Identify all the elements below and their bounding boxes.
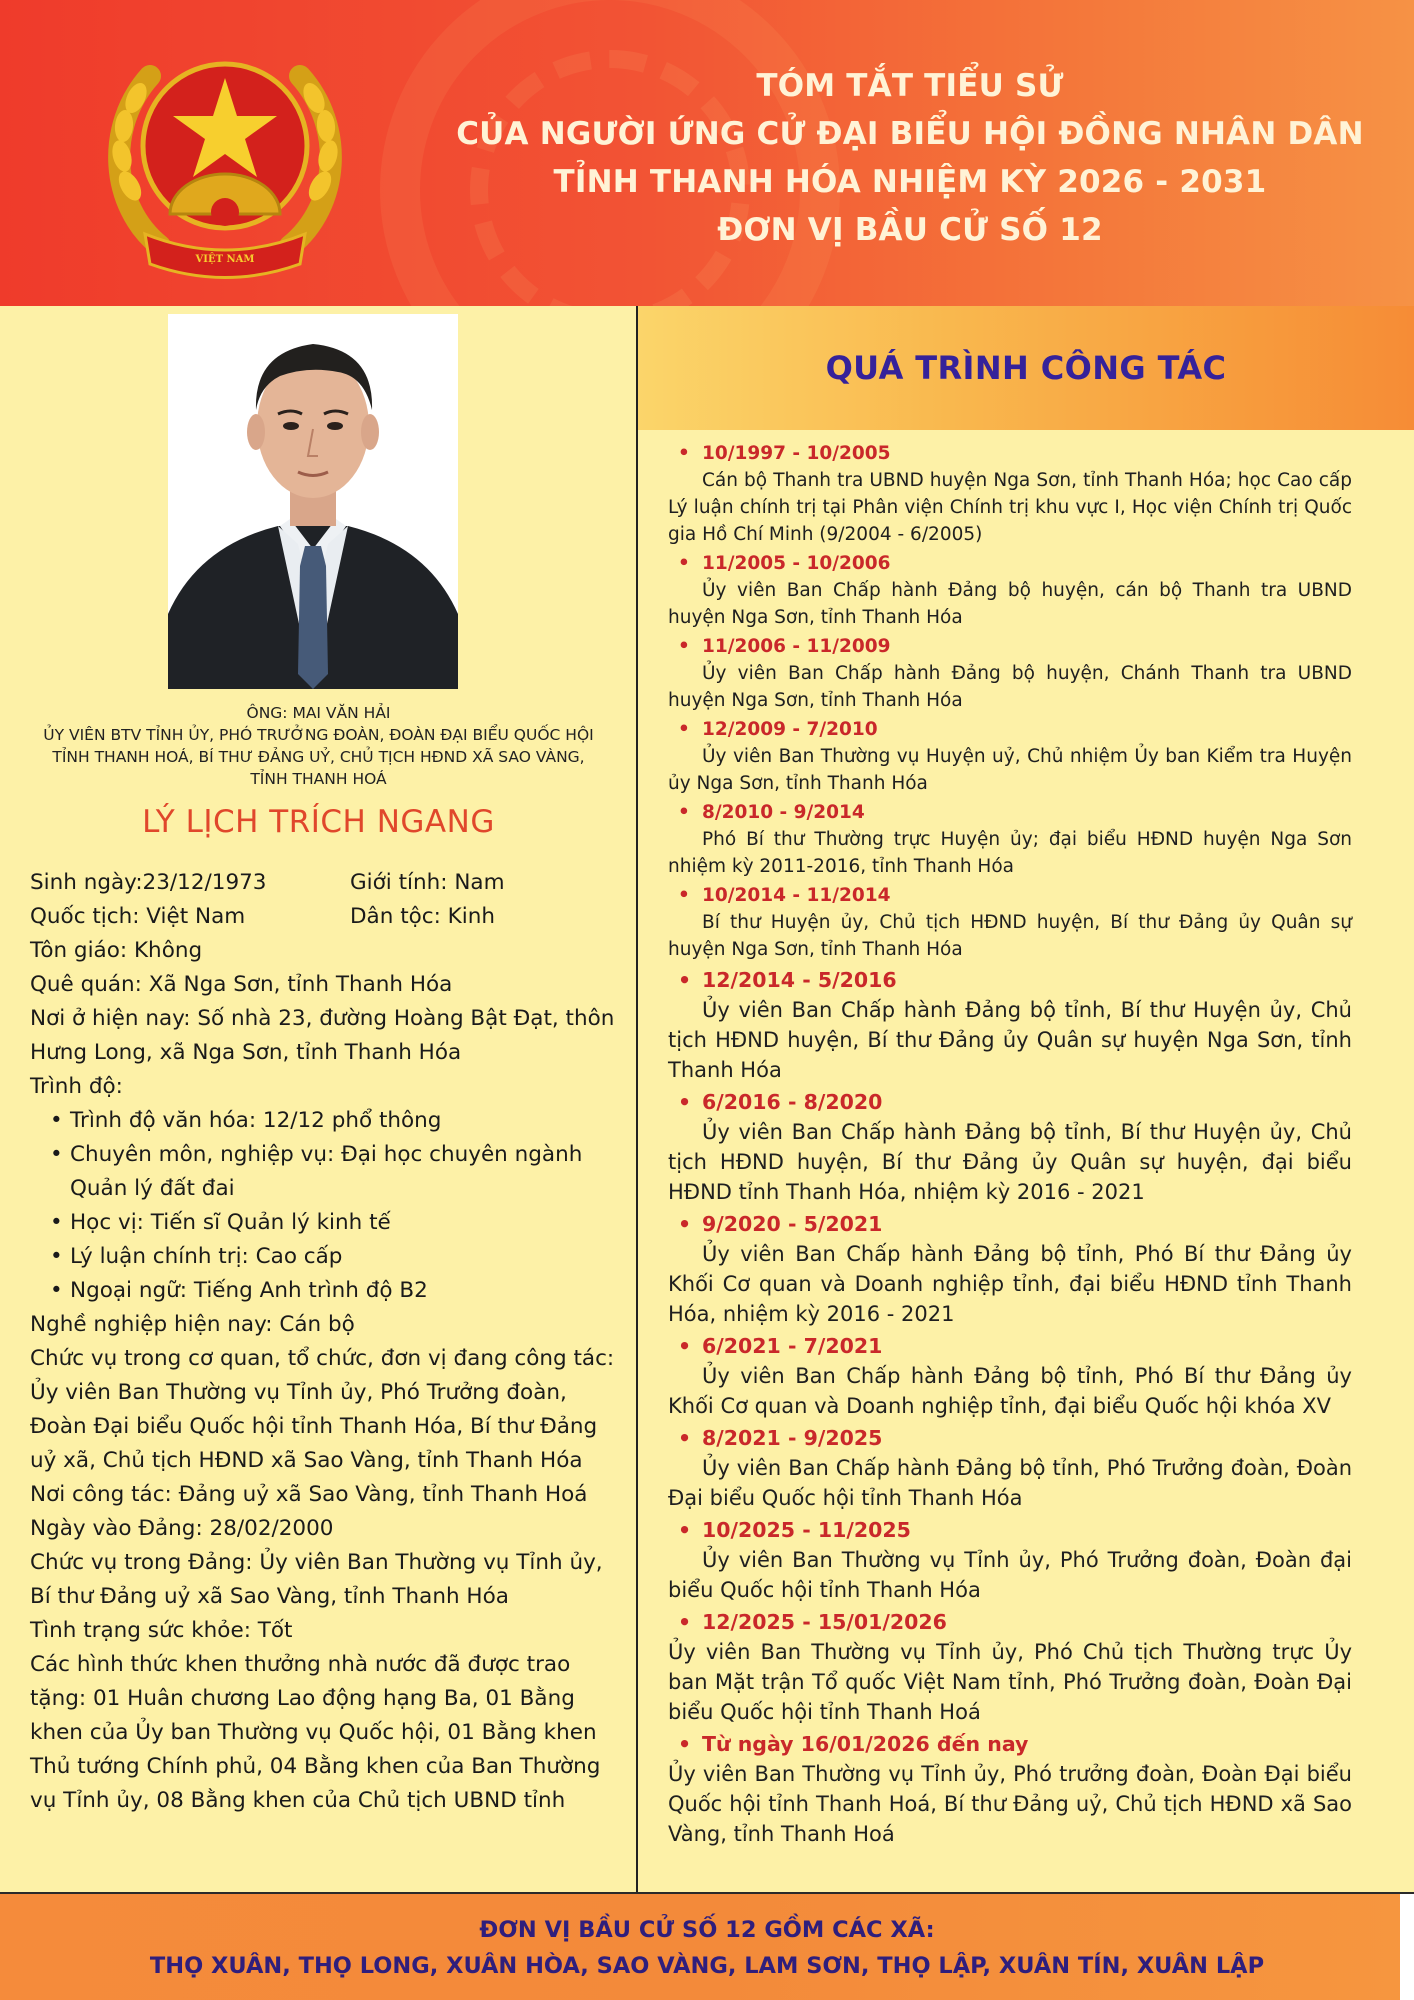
nationality: Quốc tịch: Việt Nam <box>30 904 246 929</box>
career-entry <box>668 440 1352 548</box>
header-banner <box>0 0 1414 306</box>
career-desc: Ủy viên Ban Chấp hành Đảng bộ tỉnh, Bí thư Huyện ủy, Chủ tịch HĐND huyện, Bí thư Đảng ủy Quân sự huyện Nga Sơn, tỉnh Thanh Hóa <box>668 998 1352 1082</box>
career-date: • 8/2010 - 9/2014 <box>668 799 1352 826</box>
header-line-2: CỦA NGƯỜI ỨNG CỬ ĐẠI BIỂU HỘI ĐỒNG NHÂN DÂN <box>456 116 1364 152</box>
profile-row-nationality-ethnicity <box>30 900 630 934</box>
residence: Nơi ở hiện nay: Số nhà 23, đường Hoàng Bật Đạt, thôn Hưng Long, xã Nga Sơn, tỉnh Thanh Hóa <box>30 1006 615 1065</box>
profile-details <box>30 866 630 1818</box>
portrait-image <box>168 314 458 689</box>
workplace: Nơi công tác: Đảng uỷ xã Sao Vàng, tỉnh Thanh Hoá <box>30 1482 588 1507</box>
career-date: • 8/2021 - 9/2025 <box>668 1423 1352 1453</box>
career-date: • Từ ngày 16/01/2026 đến nay <box>668 1729 1352 1759</box>
career-date: • 10/1997 - 10/2005 <box>668 440 1352 467</box>
career-desc: Phó Bí thư Thường trực Huyện ủy; đại biểu HĐND huyện Nga Sơn nhiệm kỳ 2011-2016, tỉnh Thanh Hóa <box>668 829 1352 877</box>
career-date: • 10/2025 - 11/2025 <box>668 1515 1352 1545</box>
footer-line-2: THỌ XUÂN, THỌ LONG, XUÂN HÒA, SAO VÀNG, LAM SƠN, THỌ LẬP, XUÂN TÍN, XUÂN LẬP <box>149 1953 1265 1979</box>
career-desc: Ủy viên Ban Chấp hành Đảng bộ tỉnh, Bí thư Huyện ủy, Chủ tịch HĐND huyện, Bí thư Đảng ủy Quân sự huyện, đại biểu HĐND tỉnh Thanh Hóa, nhiệm kỳ 2016 - 2021 <box>668 1120 1352 1204</box>
career-entry <box>668 1729 1352 1849</box>
education-item: • Học vị: Tiến sĩ Quản lý kinh tế <box>50 1206 630 1240</box>
education-list <box>30 1104 630 1308</box>
religion: Tôn giáo: Không <box>30 938 203 963</box>
career-entry <box>668 1423 1352 1513</box>
svg-text:VIỆT NAM: VIỆT NAM <box>195 254 255 265</box>
candidate-caption <box>10 702 627 790</box>
ethnicity: Dân tộc: Kinh <box>350 904 495 929</box>
occupation: Nghề nghiệp hiện nay: Cán bộ <box>30 1312 355 1337</box>
education-label: Trình độ: <box>30 1074 123 1099</box>
career-entry <box>668 716 1352 797</box>
profile-section-title: LÝ LỊCH TRÍCH NGANG <box>142 804 495 840</box>
career-entry <box>668 799 1352 880</box>
career-desc: Ủy viên Ban Thường vụ Tỉnh ủy, Phó Trưởng đoàn, Đoàn đại biểu Quốc hội tỉnh Thanh Hóa <box>668 1548 1352 1602</box>
career-desc: Ủy viên Ban Chấp hành Đảng bộ tỉnh, Phó Bí thư Đảng ủy Khối Cơ quan và Doanh nghiệp tỉnh, đại biểu HĐND tỉnh Thanh Hóa, nhiệm kỳ 2016 - 2021 <box>668 1242 1352 1326</box>
career-date: • 12/2014 - 5/2016 <box>668 965 1352 995</box>
career-date: • 12/2009 - 7/2010 <box>668 716 1352 743</box>
career-desc: Ủy viên Ban Chấp hành Đảng bộ tỉnh, Phó Trưởng đoàn, Đoàn Đại biểu Quốc hội tỉnh Thanh Hóa <box>668 1456 1352 1510</box>
position: Chức vụ trong cơ quan, tổ chức, đơn vị đang công tác: Ủy viên Ban Thường vụ Tỉnh ủy, Phó Trưởng đoàn, Đoàn Đại biểu Quốc hội tỉnh Thanh Hóa, Bí thư Đảng uỷ xã, Chủ tịch HĐND xã Sao Vàng, tỉnh Thanh Hóa <box>30 1346 615 1473</box>
career-entry <box>668 882 1352 963</box>
education-item: • Ngoại ngữ: Tiếng Anh trình độ B2 <box>50 1274 630 1308</box>
footer-edge-strip <box>1400 1894 1414 2000</box>
career-header <box>638 306 1414 430</box>
career-date: • 6/2016 - 8/2020 <box>668 1087 1352 1117</box>
career-date: • 6/2021 - 7/2021 <box>668 1331 1352 1361</box>
footer-banner <box>0 1892 1414 2000</box>
header-line-1: TÓM TẮT TIỂU SỬ <box>756 68 1064 104</box>
career-entry <box>668 1087 1352 1207</box>
national-emblem-icon <box>100 36 350 286</box>
caption-line-3: TỈNH THANH HOÁ, BÍ THƯ ĐẢNG UỶ, CHỦ TỊCH HĐND XÃ SAO VÀNG, <box>52 748 585 766</box>
caption-line-2: ỦY VIÊN BTV TỈNH ỦY, PHÓ TRƯỞNG ĐOÀN, ĐOÀN ĐẠI BIỂU QUỐC HỘI <box>43 726 594 744</box>
party-position: Chức vụ trong Đảng: Ủy viên Ban Thường vụ Tỉnh ủy, Bí thư Đảng uỷ xã Sao Vàng, tỉnh Thanh Hóa <box>30 1550 603 1609</box>
education-item: • Trình độ văn hóa: 12/12 phổ thông <box>50 1104 630 1138</box>
career-entry <box>668 633 1352 714</box>
career-entry <box>668 1331 1352 1421</box>
header-line-4: ĐƠN VỊ BẦU CỬ SỐ 12 <box>717 212 1103 248</box>
profile-row-birth-gender <box>30 866 630 900</box>
career-date: • 11/2005 - 10/2006 <box>668 550 1352 577</box>
career-desc: Ủy viên Ban Thường vụ Tỉnh ủy, Phó Chủ tịch Thường trực Ủy ban Mặt trận Tổ quốc Việt Nam tỉnh, Phó Trưởng đoàn, Đoàn Đại biểu Quốc hội tỉnh Thanh Hoá <box>668 1640 1352 1724</box>
caption-line-name: ÔNG: MAI VĂN HẢI <box>246 704 391 722</box>
career-desc: Ủy viên Ban Chấp hành Đảng bộ huyện, cán bộ Thanh tra UBND huyện Nga Sơn, tỉnh Thanh Hóa <box>668 580 1352 628</box>
career-desc: Cán bộ Thanh tra UBND huyện Nga Sơn, tỉnh Thanh Hóa; học Cao cấp Lý luận chính trị tại Phân viện Chính trị khu vực I, Học viện Chính trị Quốc gia Hồ Chí Minh (9/2004 - 6/2005) <box>668 470 1352 545</box>
career-entry <box>668 1607 1352 1727</box>
header-titles <box>420 62 1400 254</box>
candidate-photo <box>168 314 458 689</box>
career-section-title: QUÁ TRÌNH CÔNG TÁC <box>825 349 1227 387</box>
footer-text <box>0 1912 1414 1984</box>
career-entry <box>668 1209 1352 1329</box>
education-item: • Lý luận chính trị: Cao cấp <box>50 1240 630 1274</box>
hometown: Quê quán: Xã Nga Sơn, tỉnh Thanh Hóa <box>30 972 453 997</box>
left-column <box>0 306 637 1892</box>
career-entry <box>668 550 1352 631</box>
career-desc: Ủy viên Ban Chấp hành Đảng bộ huyện, Chánh Thanh tra UBND huyện Nga Sơn, tỉnh Thanh Hóa <box>668 663 1352 711</box>
awards: Các hình thức khen thưởng nhà nước đã được trao tặng: 01 Huân chương Lao động hạng Ba, 01 Bằng khen của Ủy ban Thường vụ Quốc hội, 01 Bằng khen Thủ tướng Chính phủ, 04 Bằng khen của Ban Thường vụ Tỉnh ủy, 08 Bằng khen của Chủ tịch UBND tỉnh <box>30 1652 601 1813</box>
career-date: • 9/2020 - 5/2021 <box>668 1209 1352 1239</box>
career-entry <box>668 965 1352 1085</box>
career-desc: Bí thư Huyện ủy, Chủ tịch HĐND huyện, Bí thư Đảng ủy Quân sự huyện Nga Sơn, tỉnh Thanh Hóa <box>668 912 1352 960</box>
career-date: • 11/2006 - 11/2009 <box>668 633 1352 660</box>
caption-line-4: TỈNH THANH HOÁ <box>250 770 387 788</box>
career-timeline <box>668 440 1352 1851</box>
health: Tình trạng sức khỏe: Tốt <box>30 1618 293 1643</box>
footer-line-1: ĐƠN VỊ BẦU CỬ SỐ 12 GỒM CÁC XÃ: <box>479 1917 935 1943</box>
education-item: • Chuyên môn, nghiệp vụ: Đại học chuyên ngành Quản lý đất đai <box>50 1138 630 1206</box>
header-line-3: TỈNH THANH HÓA NHIỆM KỲ 2026 - 2031 <box>553 164 1267 200</box>
birth-date: Sinh ngày:23/12/1973 <box>30 870 267 895</box>
career-entry <box>668 1515 1352 1605</box>
party-date: Ngày vào Đảng: 28/02/2000 <box>30 1516 334 1541</box>
career-desc: Ủy viên Ban Thường vụ Tỉnh ủy, Phó trưởng đoàn, Đoàn Đại biểu Quốc hội tỉnh Thanh Hoá, Bí thư Đảng uỷ, Chủ tịch HĐND xã Sao Vàng, tỉnh Thanh Hoá <box>668 1762 1352 1846</box>
gender: Giới tính: Nam <box>350 870 505 895</box>
career-date: • 10/2014 - 11/2014 <box>668 882 1352 909</box>
career-date: • 12/2025 - 15/01/2026 <box>668 1607 1352 1637</box>
column-divider <box>636 306 638 1892</box>
career-desc: Ủy viên Ban Chấp hành Đảng bộ tỉnh, Phó Bí thư Đảng ủy Khối Cơ quan và Doanh nghiệp tỉnh, đại biểu Quốc hội khóa XV <box>668 1364 1352 1418</box>
career-desc: Ủy viên Ban Thường vụ Huyện uỷ, Chủ nhiệm Ủy ban Kiểm tra Huyện ủy Nga Sơn, tỉnh Thanh Hóa <box>668 746 1352 794</box>
